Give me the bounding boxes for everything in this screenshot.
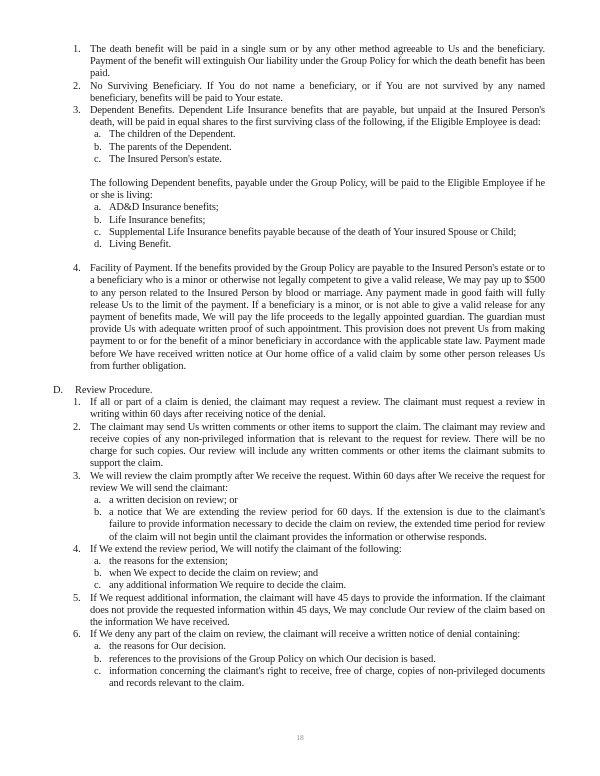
list-item [73, 263, 545, 373]
list-item [73, 629, 545, 641]
list-item [73, 105, 545, 129]
list-item [94, 580, 545, 592]
list-marker: b. [94, 214, 102, 226]
document-body [53, 44, 545, 690]
list-item [73, 422, 545, 471]
list-item-text: If We extend the review period, We will notify the claimant of the following: [90, 543, 402, 555]
list-item-text: the reasons for the extension; [109, 555, 228, 567]
list-item-text: The Insured Person's estate. [109, 153, 222, 165]
list-item-text: Life Insurance benefits; [109, 214, 206, 226]
list-marker: a. [94, 641, 102, 653]
list-marker: a. [94, 129, 102, 141]
list-item-text: Living Benefit. [109, 239, 171, 251]
list-item [53, 385, 545, 397]
paragraph-text: The following Dependent benefits, payable under the Group Policy, will be paid to the Eligible Employee if he or she is living: [90, 178, 545, 202]
list-item-text: references to the provisions of the Group Policy on which Our decision is based. [109, 653, 436, 665]
list-item [73, 471, 545, 495]
list-item [94, 641, 545, 653]
list-item [94, 666, 545, 690]
list-item-text: information concerning the claimant's right to receive, free of charge, copies of non-privileged documents and records relevant to the claim. [109, 665, 545, 689]
list-item [73, 397, 545, 421]
list-item-text: The claimant may send Us written comments or other items to support the claim. The claimant may review and receive copies of any non-privileged information that is relevant to the request for review. There will be no charge for such copies. Our review will include any written comments or other items the claimant submits to support the claim. [90, 421, 545, 470]
list-item-text: The parents of the Dependent. [109, 141, 232, 153]
list-marker: b. [94, 507, 102, 519]
list-item [94, 202, 545, 214]
list-item-text: If all or part of a claim is denied, the claimant may request a review. The claimant must request a review in writing within 60 days after receiving notice of the denial. [90, 397, 545, 421]
list-item [73, 544, 545, 556]
list-marker: a. [94, 494, 102, 506]
list-item-text: Dependent Benefits. Dependent Life Insurance benefits that are payable, but unpaid at the Insured Person's death, will be paid in equal shares to the first surviving class of the following, if the Eligible Employee is dead: [90, 105, 545, 129]
list-item-text: Supplemental Life Insurance benefits payable because of the death of Your insured Spouse or Child; [109, 226, 517, 238]
list-item-text: a written decision on review; or [109, 494, 238, 506]
list-marker: D. [53, 385, 63, 397]
list-marker: 4. [73, 263, 81, 275]
list-marker: b. [94, 568, 102, 580]
page-number: 18 [296, 733, 304, 742]
paragraph [73, 178, 545, 202]
list-item [94, 239, 545, 251]
paragraph-gap [53, 373, 545, 385]
list-item [73, 81, 545, 105]
list-marker: 2. [73, 80, 81, 92]
list-item-text: We will review the claim promptly after We receive the request. Within 60 days after We receive the request for review We will send the claimant: [90, 470, 545, 494]
list-marker: c. [94, 226, 102, 238]
list-item [94, 142, 545, 154]
list-item-text: Review Procedure. [75, 385, 153, 397]
list-item [94, 227, 545, 239]
list-marker: a. [94, 202, 102, 214]
list-item-text: the reasons for Our decision. [109, 641, 226, 653]
list-item [73, 44, 545, 81]
list-marker: 1. [73, 44, 81, 55]
list-marker: c. [94, 153, 102, 165]
list-marker: c. [94, 580, 102, 592]
list-item [94, 215, 545, 227]
list-item [73, 593, 545, 630]
list-item [94, 507, 545, 544]
list-marker: c. [94, 665, 102, 677]
list-item-text: The children of the Dependent. [109, 129, 236, 141]
list-item [94, 495, 545, 507]
list-item [94, 556, 545, 568]
list-marker: d. [94, 239, 102, 251]
list-marker: a. [94, 555, 102, 567]
list-item-text: any additional information We require to decide the claim. [109, 580, 346, 592]
paragraph-gap [53, 251, 545, 263]
list-item-text: when We expect to decide the claim on review; and [109, 568, 319, 580]
list-item [94, 654, 545, 666]
list-marker: 3. [73, 105, 81, 117]
list-marker: 4. [73, 543, 81, 555]
list-marker: 2. [73, 421, 81, 433]
list-item [94, 568, 545, 580]
paragraph-gap [53, 166, 545, 178]
list-item [94, 154, 545, 166]
list-marker: b. [94, 141, 102, 153]
list-marker: 5. [73, 592, 81, 604]
list-marker: 1. [73, 397, 81, 409]
list-item-text: The death benefit will be paid in a single sum or by any other method agreeable to Us and the beneficiary. Payment of the benefit will extinguish Our liability under the Group Policy for which the death benefit has been paid. [90, 44, 545, 80]
list-item-text: No Surviving Beneficiary. If You do not name a beneficiary, or if You are not survived by any named beneficiary, benefits will be paid to Your estate. [90, 80, 545, 104]
list-item [94, 129, 545, 141]
list-item-text: a notice that We are extending the review period for 60 days. If the extension is due to the claimant's failure to provide information necessary to decide the claim on review, the extended time period for review of the claim will not begin until the claimant provides the information or otherwise responds. [109, 507, 545, 543]
list-item-text: AD&D Insurance benefits; [109, 202, 219, 214]
list-item-text: If We request additional information, the claimant will have 45 days to provide the information. If the claimant does not provide the requested information within 45 days, We may conclude Our review of the claim based on the information We have received. [90, 592, 545, 628]
list-item-text: Facility of Payment. If the benefits provided by the Group Policy are payable to the Insured Person's estate or to a beneficiary who is a minor or otherwise not legally competent to give a valid release, We may pay up to $500 to any person related to the Insured Person by blood or marriage. Any payment made in good faith will fully release Us to the limit of the payment. If a beneficiary is a minor, or is not able to give a valid release for any payment of benefits made, We will pay the life proceeds to the legally appointed guardian. The guardian must provide Us with adequate written proof of such appointment. This provision does not prevent Us from making payment to or for the benefit of a minor beneficiary in accordance with the applicable state law. Payment made before We have received written notice at Our home office of a valid claim by some other person releases Us from further obligation. [90, 263, 545, 372]
list-marker: 6. [73, 629, 81, 641]
list-marker: b. [94, 653, 102, 665]
list-item-text: If We deny any part of the claim on review, the claimant will receive a written notice of denial containing: [90, 629, 521, 641]
list-marker: 3. [73, 470, 81, 482]
